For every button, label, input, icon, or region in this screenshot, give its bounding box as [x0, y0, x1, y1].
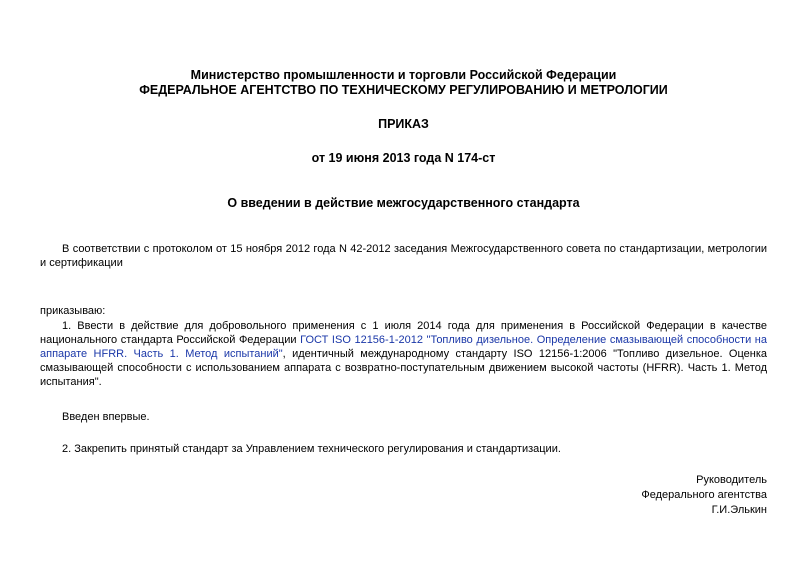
item-1-paragraph — [40, 319, 767, 389]
document-type: ПРИКАЗ — [378, 117, 429, 131]
document-subject: О введении в действие межгосударственного стандарта — [227, 196, 580, 210]
standard-link[interactable]: ГОСТ ISO 12156-1-2012 "Топливо дизельное. Определение смазывающей способности на аппарате HFRR. Часть 1. Метод испытаний" — [40, 334, 767, 360]
signature-title-line-1: Руководитель — [696, 474, 767, 486]
item-1-text-before: 1. Ввести в действие для добровольного применения с 1 июля 2014 года для применения в Российской Федерации в качестве национального стандарта Российской Федерации — [40, 320, 767, 346]
order-word: приказываю: — [40, 305, 106, 317]
preamble-paragraph: В соответствии с протоколом от 15 ноября 2012 года N 42-2012 заседания Межгосударственного совета по стандартизации, метрологии и сертификации — [40, 243, 767, 269]
signature-title-line-2: Федерального агентства — [641, 489, 767, 501]
item-1-text-after: , идентичный международному стандарту ISO 12156-1:2006 "Топливо дизельное. Оценка смазывающей способности с использованием аппарата с возвратно-поступательным движением высокой частоты (HFRR). Часть 1. Метод испытания". — [40, 348, 768, 388]
agency-title: ФЕДЕРАЛЬНОЕ АГЕНТСТВО ПО ТЕХНИЧЕСКОМУ РЕГУЛИРОВАНИЮ И МЕТРОЛОГИИ — [139, 83, 668, 97]
document-date-number: от 19 июня 2013 года N 174-ст — [311, 151, 496, 165]
item-2-paragraph: 2. Закрепить принятый стандарт за Управлением технического регулирования и стандартизации. — [62, 443, 561, 455]
ministry-title: Министерство промышленности и торговли Российской Федерации — [190, 68, 617, 82]
introduced-note: Введен впервые. — [62, 411, 150, 423]
signature-name: Г.И.Элькин — [711, 504, 767, 516]
